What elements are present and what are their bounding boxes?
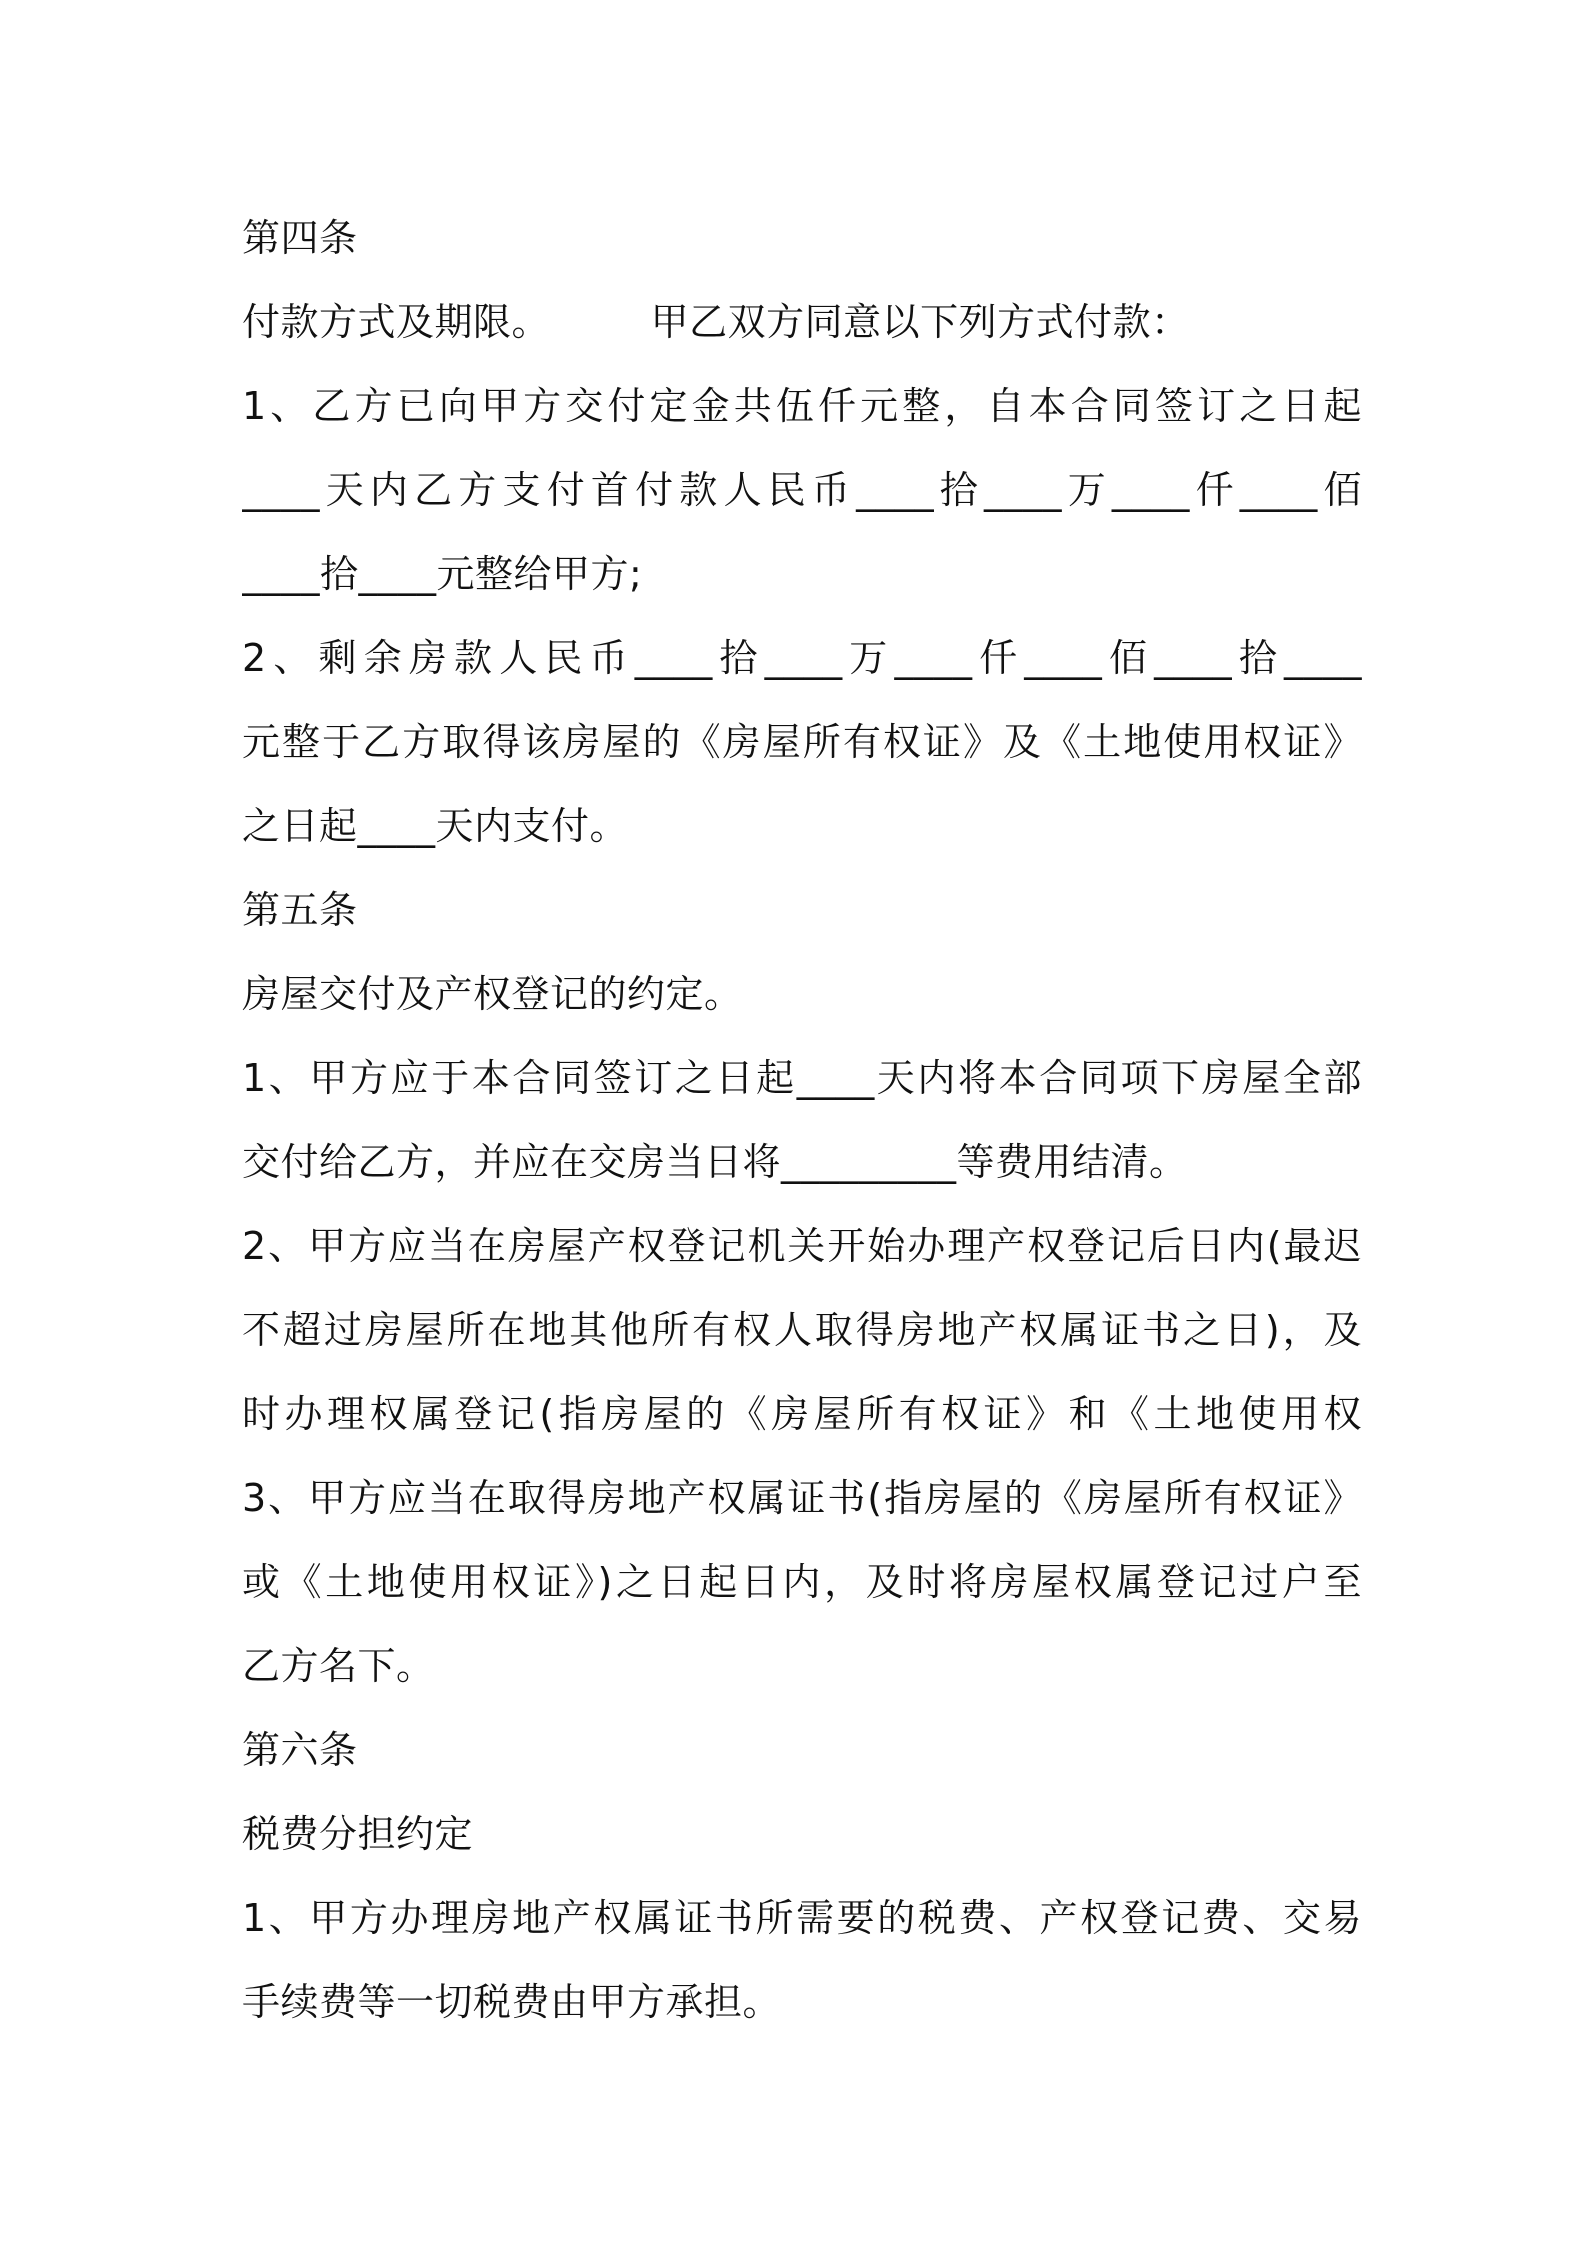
paragraph-line: 交付给乙方，并应在交房当日将_________等费用结清。 [242,1140,1188,1184]
paragraph-line: 乙方名下。 [242,1644,435,1688]
paragraph-line: ____天内乙方支付首付款人民币____拾____万____仟____佰 [242,468,1362,512]
paragraph-line: 不超过房屋所在地其他所有权人取得房地产权属证书之日)，及 [242,1308,1362,1352]
paragraph-line: 2、剩余房款人民币____拾____万____仟____佰____拾____ [242,636,1362,680]
article-4-title: 付款方式及期限。 甲乙双方同意以下列方式付款： [242,300,1190,344]
paragraph-line: 1、甲方办理房地产权属证书所需要的税费、产权登记费、交易 [242,1896,1362,1940]
article-4-heading: 第四条 [242,216,358,260]
article-6-heading: 第六条 [242,1728,358,1772]
paragraph-line: ____拾____元整给甲方; [242,552,643,596]
paragraph-line: 1、甲方应于本合同签订之日起____天内将本合同项下房屋全部 [242,1056,1362,1100]
paragraph-line: 或《土地使用权证》)之日起日内，及时将房屋权属登记过户至 [242,1560,1362,1604]
article-6-title: 税费分担约定 [242,1812,474,1856]
article-5-title: 房屋交付及产权登记的约定。 [242,972,743,1016]
paragraph-line: 元整于乙方取得该房屋的《房屋所有权证》及《土地使用权证》 [242,720,1362,764]
contract-body [242,196,1362,2044]
paragraph-line: 之日起____天内支付。 [242,804,629,848]
paragraph-line: 3、甲方应当在取得房地产权属证书(指房屋的《房屋所有权证》 [242,1476,1362,1520]
paragraph-line: 2、甲方应当在房屋产权登记机关开始办理产权登记后日内(最迟 [242,1224,1362,1268]
paragraph-line: 时办理权属登记(指房屋的《房屋所有权证》和《土地使用权 [242,1392,1362,1436]
paragraph-line: 1、乙方已向甲方交付定金共伍仟元整，自本合同签订之日起 [242,384,1362,428]
article-5-heading: 第五条 [242,888,358,932]
paragraph-line: 手续费等一切税费由甲方承担。 [242,1980,782,2024]
